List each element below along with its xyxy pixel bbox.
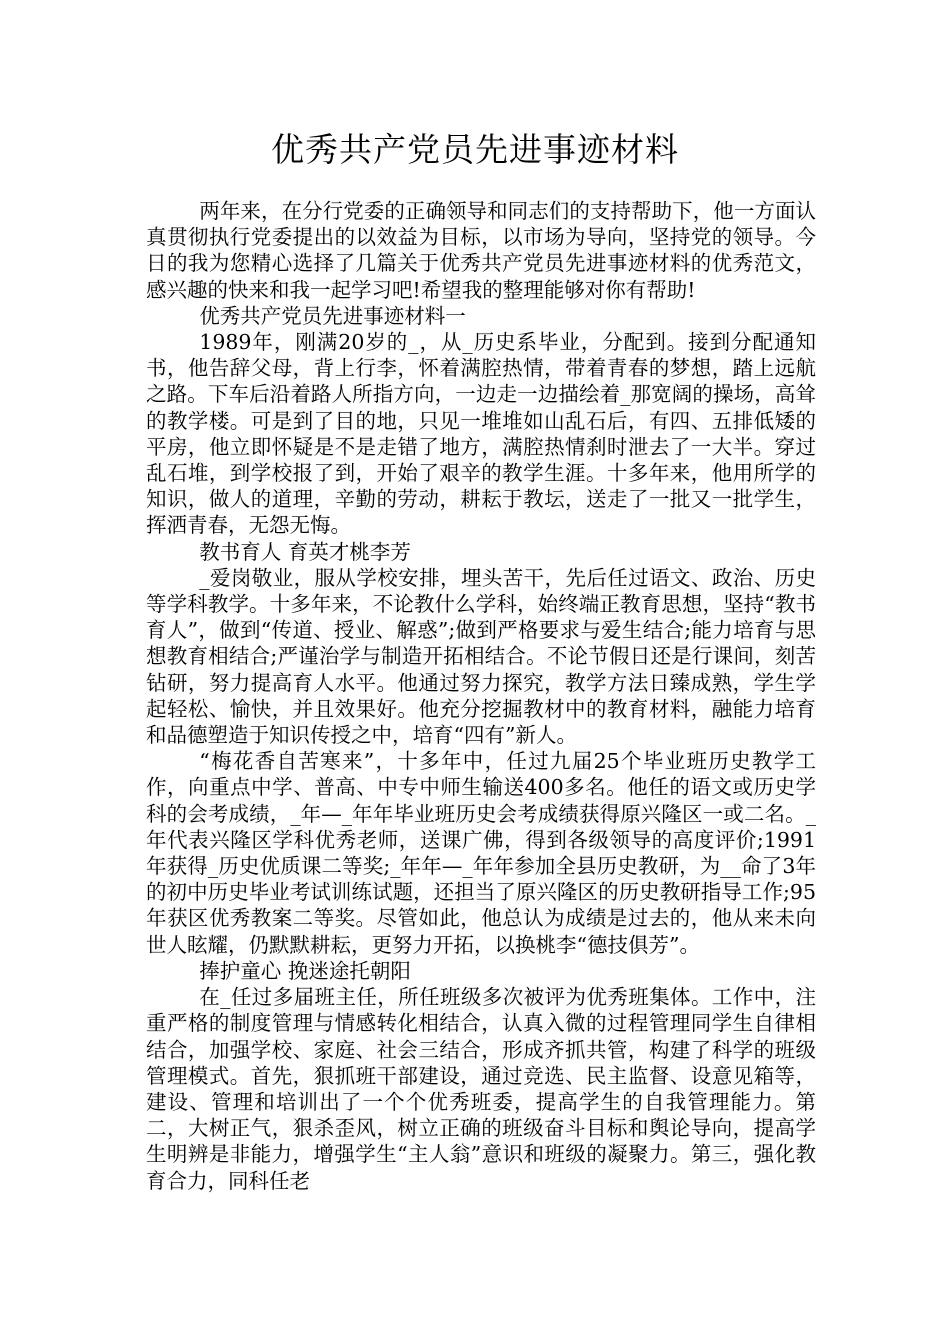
paragraph: 在_任过多届班主任，所任班级多次被评为优秀班集体。工作中，注重严格的制度管理与情感转化相结合，认真入微的过程管理同学生自律相结合，加强学校、家庭、社会三结合，形成齐抓共管，构建了科学的班级管理模式。首先，狠抓班干部建设，通过竞选、民主监督、设意见箱等，建设、管理和培训出了一个个优秀班委，提高学生的自我管理能力。第二，大树正气，狠杀歪风，树立正确的班级奋斗目标和舆论导向，提高学生明辨是非能力，增强学生“主人翁”意识和班级的凝聚力。第三，强化教育合力，同科任老	[146, 985, 816, 1193]
page-title: 优秀共产党员先进事迹材料	[271, 130, 679, 169]
section-heading: 捧护童心 挽迷途托朝阳	[199, 958, 411, 983]
paragraph: “梅花香自苦寒来”，十多年中，任过九届25个毕业班历史教学工作，向重点中学、普高、中专中师生输送400多名。他任的语文或历史学科的会考成绩，_年—_年年毕业班历史会考成绩获得原兴隆区一或二名。_年代表兴隆区学科优秀老师，送课广佛，得到各级领导的高度评价;1991年获得_历史优质课二等奖;_年年—_年年参加全县历史教研，为__命了3年的初中历史毕业考试训练试题，还担当了原兴隆区的历史教研指导工作;95年获区优秀教案二等奖。尽管如此，他总认为成绩是过去的，他从来未向世人眩耀，仍默默耕耘，更努力开拓，以换桃李“德技俱芳”。	[146, 749, 816, 957]
section-heading: 优秀共产党员先进事迹材料一	[199, 303, 466, 328]
section-heading: 教书育人 育英才桃李芳	[199, 539, 411, 564]
paragraph: 1989年，刚满20岁的_，从_历史系毕业，分配到。接到分配通知书，他告辞父母，背上行李，怀着满腔热情，带着青春的梦想，踏上远航之路。下车后沿着路人所指方向，一边走一边描绘着_那宽阔的操场，高耸的教学楼。可是到了目的地，只见一堆堆如山乱石后，有四、五排低矮的平房，他立即怀疑是不是走错了地方，满腔热情刹时泄去了一大半。穿过乱石堆，到学校报了到，开始了艰辛的教学生涯。十多年来，他用所学的知识，做人的道理，辛勤的劳动，耕耘于教坛，送走了一批又一批学生，挥洒青春，无怨无悔。	[146, 330, 816, 538]
paragraph-intro: 两年来，在分行党委的正确领导和同志们的支持帮助下，他一方面认真贯彻执行党委提出的以效益为目标，以市场为导向，坚持党的领导。今日的我为您精心选择了几篇关于优秀共产党员先进事迹材料的优秀范文，感兴趣的快来和我一起学习吧!希望我的整理能够对你有帮助!	[146, 199, 816, 302]
paragraph: _爱岗敬业，服从学校安排，埋头苦干，先后任过语文、政治、历史等学科教学。十多年来，不论教什么学科，始终端正教育思想，坚持“教书育人”，做到“传道、授业、解惑”;做到严格要求与爱生结合;能力培育与思想教育相结合;严谨治学与制造开拓相结合。不论节假日还是行课间，刻苦钻研，努力提高育人水平。他通过努力探究，教学方法日臻成熟，学生学起轻松、愉快，并且效果好。他充分挖掘教材中的教育材料，融能力培育和品德塑造于知识传授之中，培育“四有”新人。	[146, 565, 816, 748]
document-body	[146, 198, 816, 1194]
